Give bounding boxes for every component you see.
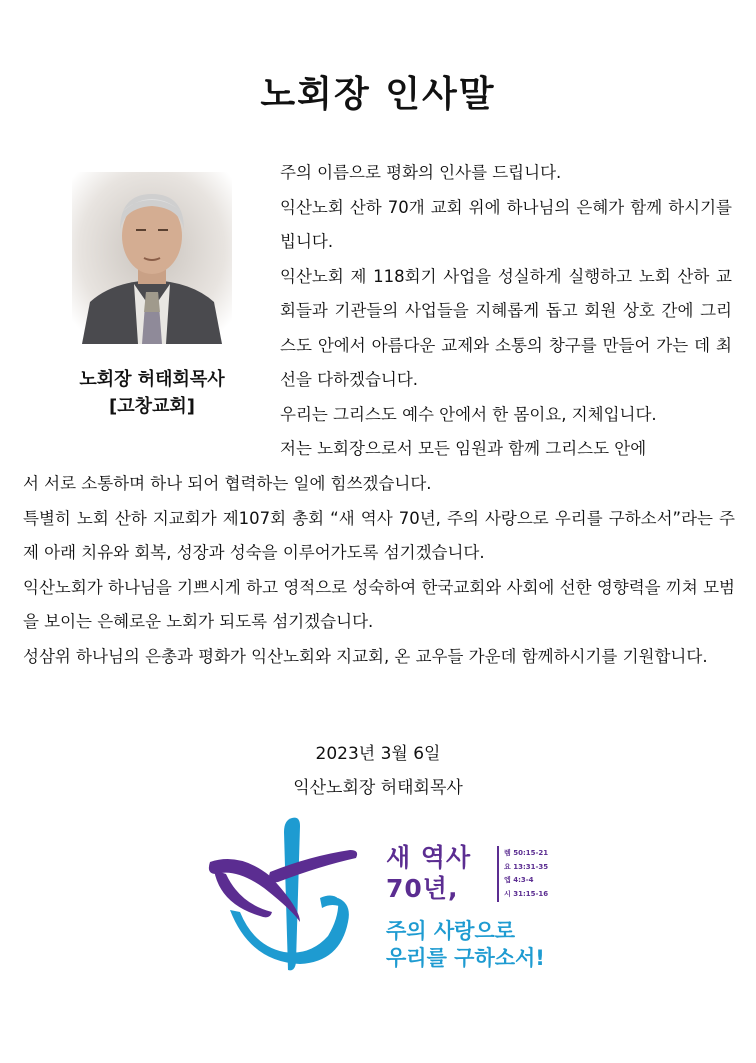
caption-church: [고창교회] <box>108 396 195 417</box>
paragraph: 익산노회 산하 70개 교회 위에 하나님의 은혜가 함께 하시기를 빕니다. <box>280 197 732 251</box>
scripture-ref: 렘 50:15-21 <box>504 849 549 857</box>
caption-name: 노회장 허태회목사 <box>79 369 225 390</box>
page-title: 노회장 인사말 <box>260 74 496 115</box>
slogan-line: 새 역사 <box>386 843 472 872</box>
logo-slogan-top <box>386 842 471 904</box>
photo-caption <box>52 366 252 420</box>
portrait-photo <box>72 172 232 344</box>
paragraph: 익산노회 제 118회기 사업을 성실하게 실행하고 노회 산하 교회들과 기관들의 사업들을 지혜롭게 돕고 회원 상호 간에 그리스도 안에서 아름다운 교제와 소통의 창구를 만들어 가는 데 최선을 다하겠습니다. <box>280 266 732 389</box>
closing <box>0 737 756 805</box>
divider <box>497 846 499 902</box>
paragraph: 저는 노회장으로서 모든 임원과 함께 그리스도 안에 <box>280 439 647 458</box>
scripture-references <box>504 847 548 901</box>
paragraph: 우리는 그리스도 예수 안에서 한 몸이요, 지체입니다. <box>280 404 657 424</box>
date: 2023년 3월 6일 <box>315 744 441 764</box>
cross-emblem-icon <box>200 812 390 982</box>
paragraph: 성삼위 하나님의 은총과 평화가 익산노회와 지교회, 온 교우들 가운데 함께하시기를 기원합니다. <box>23 646 708 666</box>
slogan-line: 주의 사랑으로 <box>386 919 516 943</box>
logo-slogan-bottom <box>386 918 545 972</box>
scripture-ref: 시 31:15-16 <box>504 889 549 898</box>
slogan-line: 70년, <box>386 874 459 903</box>
paragraph: 주의 이름으로 평화의 인사를 드립니다. <box>280 163 562 182</box>
paragraph: 특별히 노회 산하 지교회가 제107회 총회 “새 역사 70년, 주의 사랑으로 우리를 구하소서”라는 주제 아래 치유와 회복, 성장과 성숙을 이루어가도록 섬기겠습니다. <box>23 508 735 562</box>
scripture-ref: 엡 4:3-4 <box>504 876 534 884</box>
signature: 익산노회장 허태회목사 <box>293 778 463 798</box>
paragraph: 익산노회가 하나님을 기쁘시게 하고 영적으로 성숙하여 한국교회와 사회에 선한 영향력을 끼쳐 모범을 보이는 은혜로운 노회가 되도록 섬기겠습니다. <box>23 577 735 631</box>
greeting-body-top <box>280 156 732 467</box>
scripture-ref: 요 13:31-35 <box>504 862 549 871</box>
paragraph: 서 서로 소통하며 하나 되어 협력하는 일에 힘쓰겠습니다. <box>23 474 432 493</box>
slogan-line: 우리를 구하소서! <box>386 946 545 970</box>
greeting-body-bottom <box>23 467 735 674</box>
